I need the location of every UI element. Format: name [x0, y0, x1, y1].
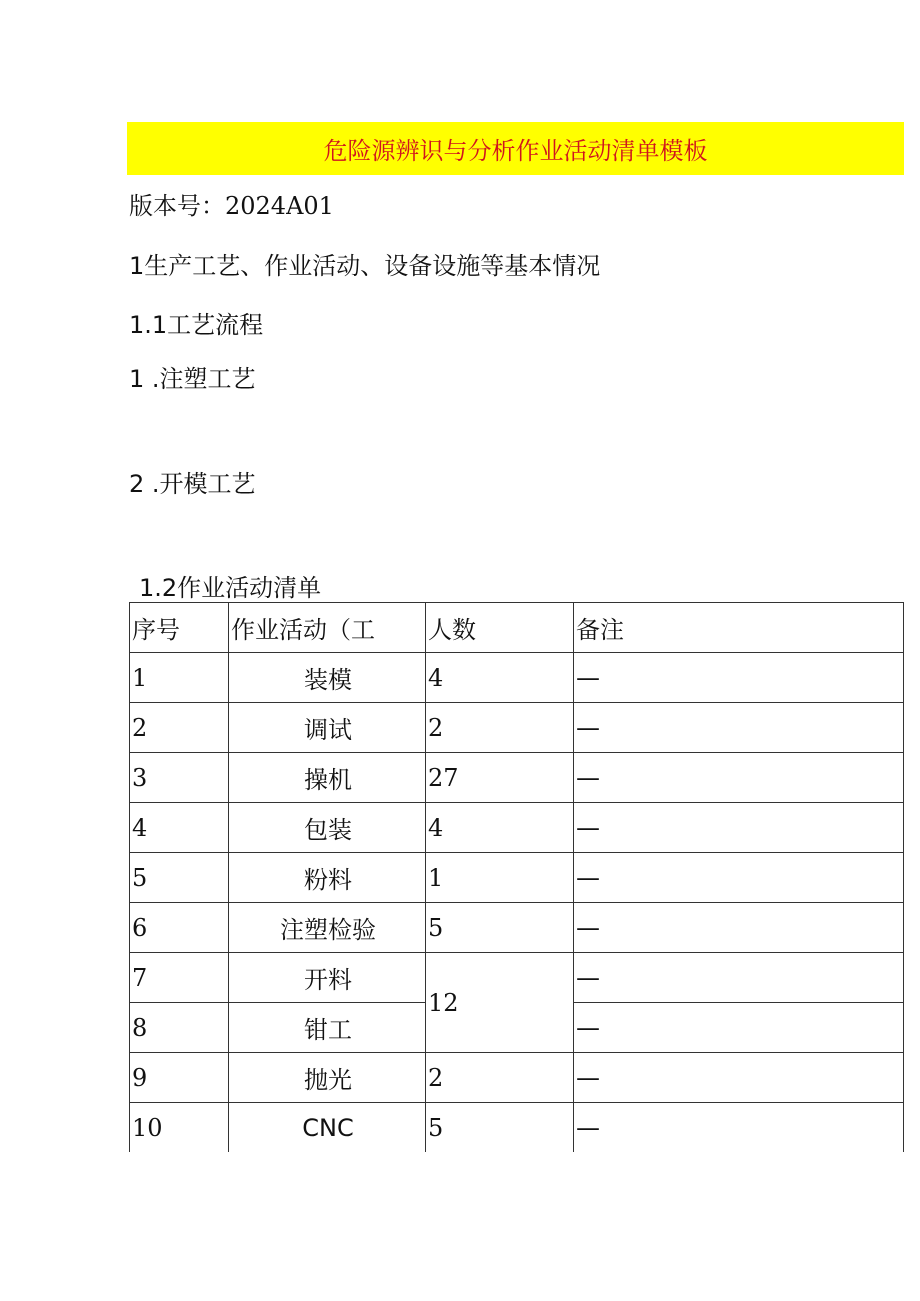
note-cell: — [574, 1103, 904, 1153]
table-row [130, 953, 904, 1003]
table-row [130, 1053, 904, 1103]
row-number-cell: 5 [130, 853, 229, 903]
header-cell: 人数 [426, 603, 574, 653]
note-cell: — [574, 753, 904, 803]
row-number-cell: 9 [130, 1053, 229, 1103]
activity-table [129, 602, 904, 1152]
activity-cell: 装模 [229, 653, 426, 703]
activity-cell: 注塑检验 [229, 903, 426, 953]
activity-cell: 钳工 [229, 1003, 426, 1053]
note-cell: — [574, 703, 904, 753]
section-heading-1: 1生产工艺、作业活动、设备设施等基本情况 [129, 252, 601, 280]
document-title: 危险源辨识与分析作业活动清单模板 [323, 137, 708, 165]
row-number-cell: 2 [130, 703, 229, 753]
row-number-cell: 4 [130, 803, 229, 853]
table-row [130, 903, 904, 953]
people-cell: 1 [426, 853, 574, 903]
version-line [129, 186, 334, 221]
table-row [130, 703, 904, 753]
activity-cell: 操机 [229, 753, 426, 803]
table-row [130, 853, 904, 903]
table-row [130, 1103, 904, 1153]
note-cell: — [574, 953, 904, 1003]
note-cell: — [574, 803, 904, 853]
version-value: 2024A01 [225, 192, 334, 220]
activity-cell: CNC [229, 1103, 426, 1153]
activity-cell: 调试 [229, 703, 426, 753]
people-cell: 2 [426, 1053, 574, 1103]
process-item-1: 1 .注塑工艺 [129, 365, 256, 393]
note-cell: — [574, 1053, 904, 1103]
row-number-cell: 8 [130, 1003, 229, 1053]
process-item-2: 2 .开模工艺 [129, 470, 256, 498]
people-cell: 27 [426, 753, 574, 803]
section-heading-1-2: 1.2作业活动清单 [139, 574, 322, 602]
table-row [130, 803, 904, 853]
note-cell: — [574, 903, 904, 953]
note-cell: — [574, 653, 904, 703]
table-row [130, 653, 904, 703]
row-number-cell: 10 [130, 1103, 229, 1153]
people-cell: 5 [426, 1103, 574, 1153]
people-cell: 2 [426, 703, 574, 753]
note-cell: — [574, 853, 904, 903]
table-row [130, 753, 904, 803]
header-cell: 备注 [574, 603, 904, 653]
note-cell: — [574, 1003, 904, 1053]
row-number-cell: 1 [130, 653, 229, 703]
header-cell: 作业活动（工 [229, 603, 426, 653]
row-number-cell: 7 [130, 953, 229, 1003]
row-number-cell: 3 [130, 753, 229, 803]
activity-cell: 开料 [229, 953, 426, 1003]
section-heading-1-1: 1.1工艺流程 [129, 311, 264, 339]
document-title-bar [127, 122, 904, 175]
people-cell: 4 [426, 653, 574, 703]
version-label: 版本号： [129, 192, 225, 220]
table-header-row [130, 603, 904, 653]
people-cell: 12 [426, 953, 574, 1053]
row-number-cell: 6 [130, 903, 229, 953]
activity-cell: 抛光 [229, 1053, 426, 1103]
activity-cell: 包装 [229, 803, 426, 853]
people-cell: 5 [426, 903, 574, 953]
header-cell: 序号 [130, 603, 229, 653]
people-cell: 4 [426, 803, 574, 853]
activity-cell: 粉料 [229, 853, 426, 903]
